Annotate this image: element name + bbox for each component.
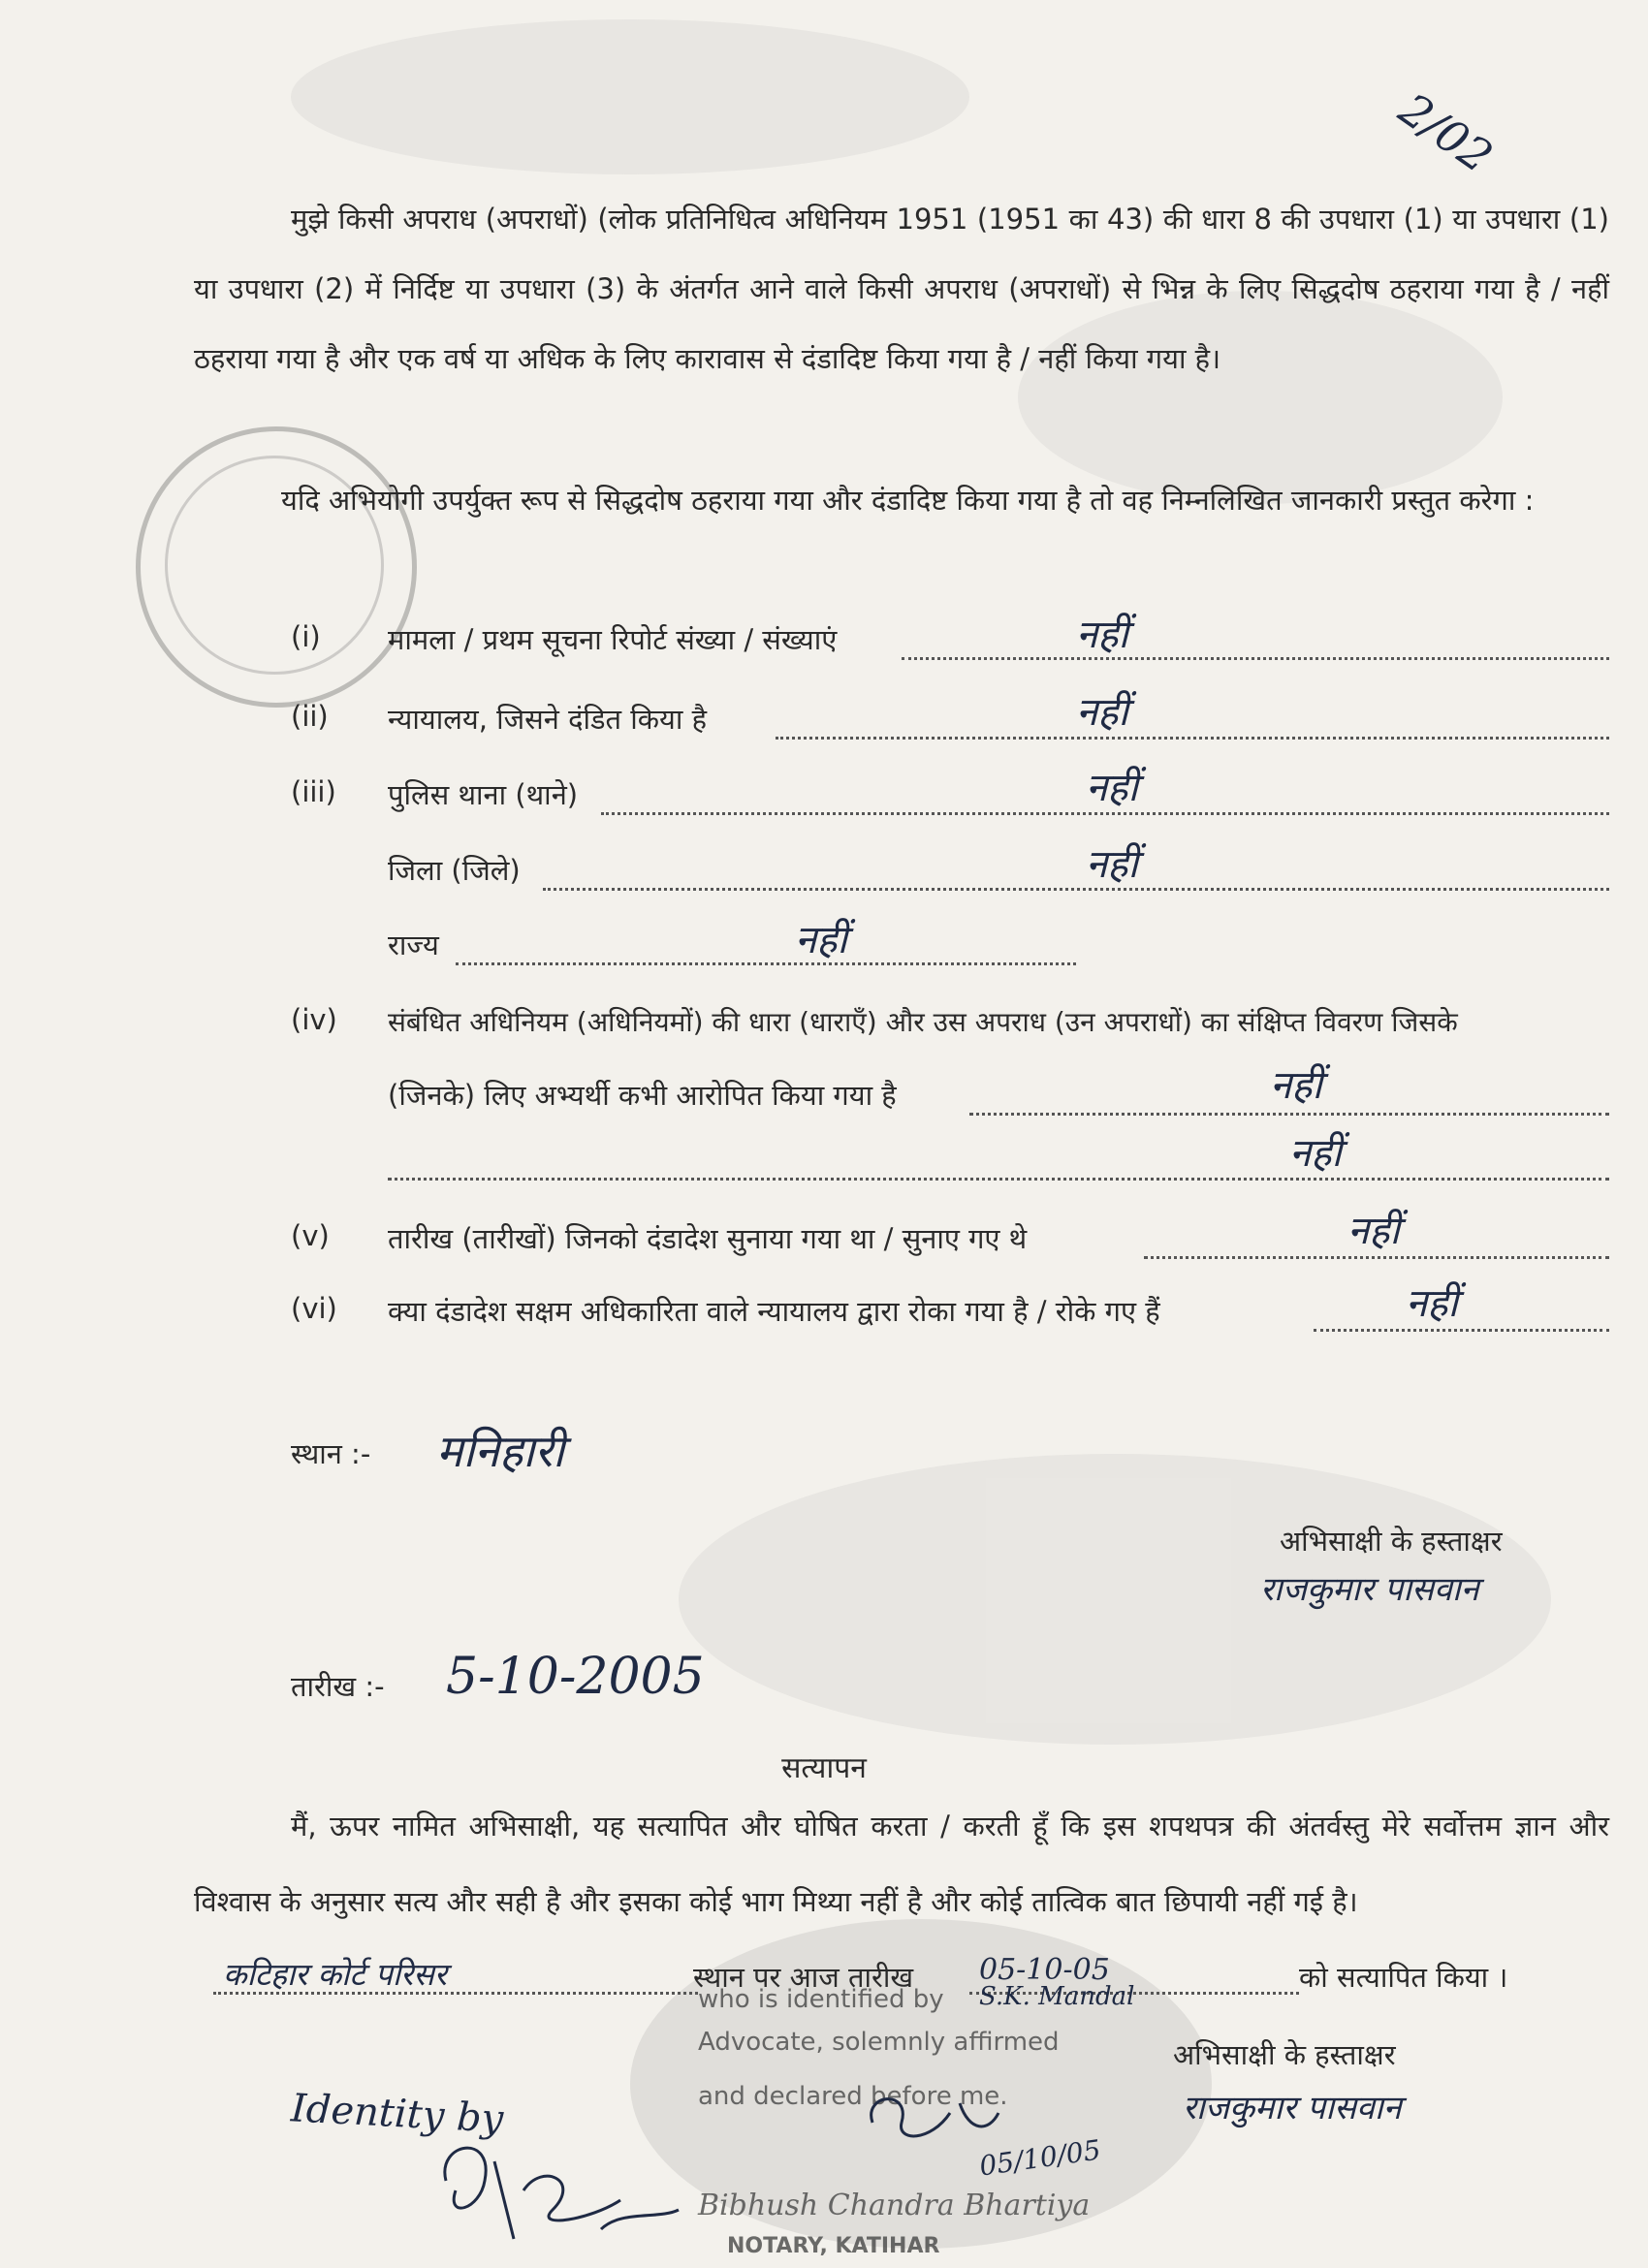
notary-name: Bibhush Chandra Bhartiya [698, 2189, 1091, 2222]
verification-line-end: को सत्यापित किया । [1299, 1961, 1508, 1994]
item-number: (iv) [291, 1003, 337, 1036]
fill-line [213, 1992, 698, 1995]
item-label-state: राज्य [388, 929, 439, 961]
item-number: (i) [291, 620, 321, 653]
deponent-signature-label-2: अभिसाक्षी के हस्ताक्षर [1173, 2038, 1396, 2071]
date-label: तारीख :- [291, 1670, 385, 1703]
scan-smudge [291, 19, 969, 174]
fill-line [543, 888, 1609, 891]
item-number: (vi) [291, 1292, 337, 1325]
date-handwritten: 5-10-2005 [446, 1648, 705, 1706]
item-number: (ii) [291, 700, 329, 733]
place-handwritten: मनिहारी [436, 1425, 565, 1477]
answer-handwritten: नहीं [1086, 766, 1138, 810]
fill-line [1314, 1329, 1609, 1332]
identified-by-handwritten: Identity by [289, 2086, 505, 2142]
declaration-paragraph: मुझे किसी अपराध (अपराधों) (लोक प्रतिनिधित्व अधिनियम 1951 (1951 का 43) की धारा 8 की उपधारा (1) या उपधारा (1) या उपधारा (2) में निर्दिष्ट या उपधारा (3) के अंतर्गत आने वाले किसी अपराध (अपराधों) से भिन्न के लिए सिद्धदोष ठहराया गया है / नहीं ठहराया गया है और एक वर्ष या अधिक के लिए कारावास से दंडादिष्ट किया गया है / नहीं किया गया है। [194, 203, 1609, 375]
conditional-instruction: यदि अभियोगी उपर्युक्त रूप से सिद्धदोष ठहराया गया और दंडादिष्ट किया गया है तो वह निम्नलिखित जानकारी प्रस्तुत करेगा : [281, 484, 1535, 517]
notary-stamp-line: and declared before me. [698, 2082, 1008, 2111]
notary-stamp-line: Advocate, solemnly affirmed [698, 2028, 1060, 2057]
deponent-signature: राजकुमार पासवान [1260, 1570, 1479, 1609]
fill-line [776, 737, 1609, 740]
fill-line [456, 962, 1076, 965]
notary-date-handwritten: 05/10/05 [977, 2133, 1103, 2183]
item-label-police-station: पुलिस थाना (थाने) [388, 778, 579, 811]
fill-line [902, 657, 1609, 660]
item-label-charged: (जिनके) लिए अभ्यर्थी कभी आरोपित किया गया है [388, 1079, 897, 1112]
item-label-sentence-dates: तारीख (तारीखों) जिनको दंडादेश सुनाया गया था / सुनाए गए थे [388, 1222, 1028, 1255]
fill-line [1144, 1256, 1609, 1259]
item-number: (iii) [291, 775, 336, 808]
answer-handwritten: नहीं [1270, 1063, 1322, 1108]
verification-line-mid: स्थान पर आज तारीख [693, 1961, 914, 1994]
answer-handwritten: नहीं [1289, 1131, 1342, 1176]
verification-place-handwritten: कटिहार कोर्ट परिसर [223, 1956, 447, 1993]
answer-handwritten: नहीं [1076, 613, 1128, 657]
answer-handwritten: नहीं [1086, 842, 1138, 887]
notary-title: NOTARY, KATIHAR [727, 2234, 940, 2258]
verification-date-handwritten: 05-10-05 [979, 1953, 1110, 1987]
item-label-sentence-stayed: क्या दंडादेश सक्षम अधिकारिता वाले न्यायालय द्वारा रोका गया है / रोके गए हैं [388, 1295, 1160, 1328]
deponent-signature-2: राजकुमार पासवान [1183, 2089, 1402, 2127]
deponent-signature-label: अभिसाक्षी के हस्ताक्षर [1280, 1525, 1503, 1558]
item-label-case-fir: मामला / प्रथम सूचना रिपोर्ट संख्या / संख्याएं [388, 623, 838, 656]
item-label-court: न्यायालय, जिसने दंडित किया है [388, 703, 707, 736]
item-label-district: जिला (जिले) [388, 854, 521, 887]
answer-handwritten: नहीं [795, 918, 847, 962]
fill-line [969, 1113, 1609, 1116]
answer-handwritten: नहीं [1347, 1209, 1400, 1253]
notary-signature-scribble [427, 2123, 717, 2258]
fill-line [601, 812, 1609, 815]
fill-line [388, 1178, 1609, 1181]
notary-identifier-handwritten: S.K. Mandal [979, 1982, 1135, 2011]
notary-initials-scribble [853, 2084, 1008, 2161]
notary-stamp-line: who is identified by [698, 1985, 944, 2014]
item-label-acts-sections: संबंधित अधिनियम (अधिनियमों) की धारा (धाराएँ) और उस अपराध (उन अपराधों) का संक्षिप्त विवरण जिसके [388, 1006, 1458, 1038]
place-label: स्थान :- [291, 1437, 371, 1470]
answer-handwritten: नहीं [1406, 1281, 1458, 1326]
item-number: (v) [291, 1219, 330, 1252]
verification-title: सत्यापन [781, 1751, 867, 1785]
corner-page-mark: 2/02 [1389, 82, 1503, 183]
answer-handwritten: नहीं [1076, 690, 1128, 735]
verification-paragraph: मैं, ऊपर नामित अभिसाक्षी, यह सत्यापित और घोषित करता / करती हूँ कि इस शपथपत्र की अंतर्वस्तु मेरे सर्वोत्तम ज्ञान और विश्वास के अनुसार सत्य और सही है और इसका कोई भाग मिथ्या नहीं है और कोई तात्विक बात छिपायी नहीं गई है। [194, 1810, 1609, 1918]
